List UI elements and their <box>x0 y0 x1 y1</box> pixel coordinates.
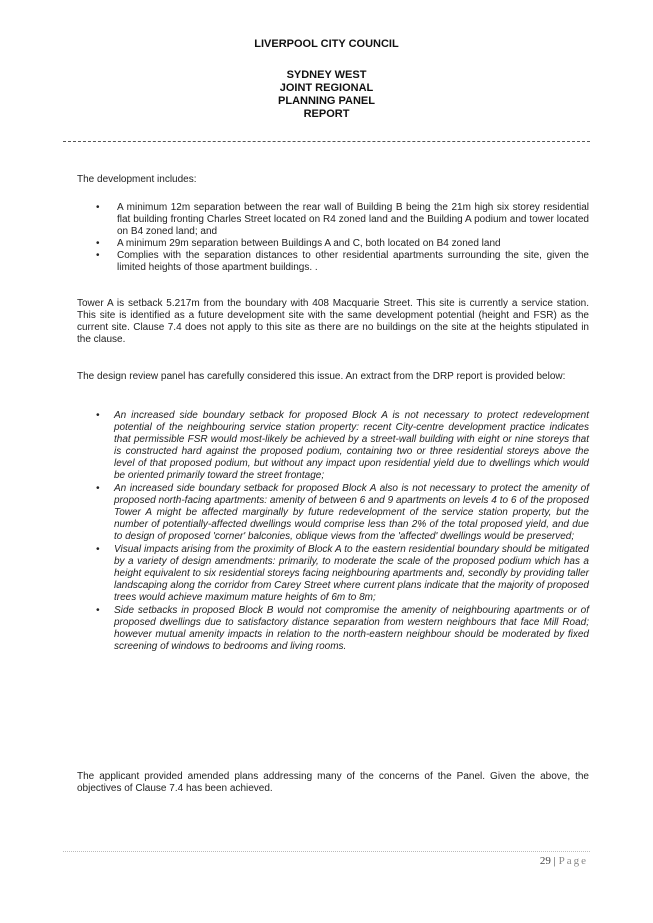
list-item-text: A minimum 12m separation between the rear wall of Building B being the 21m high six storey residential flat building fronting Charles Street located on R4 zoned land and the Building A podium and tower located on B4 zoned land; and <box>117 202 589 237</box>
list-item <box>77 250 589 274</box>
header-line-4: REPORT <box>303 108 350 120</box>
footer-separator: | <box>553 855 556 867</box>
includes-list <box>77 202 589 274</box>
header-divider <box>63 141 590 142</box>
drp-extract-list <box>77 410 589 654</box>
bullet-icon: • <box>96 410 100 421</box>
page-footer <box>540 855 588 867</box>
page-number: 29 <box>539 855 551 867</box>
list-item-text: An increased side boundary setback for proposed Block A also is not necessary to protect the amenity of proposed north-facing apartments: amenity of between 6 and 9 apartments on levels 4 to 6 of the proposed Tower A might be affected marginally by future redevelopment of the service station property, but the number of potentially-affected dwellings would comprise less than 2% of the total proposed yield, and due to design of proposed 'corner' balconies, oblique views from the 'affected' dwellings would be preserved; <box>114 483 589 542</box>
page-label: Page <box>558 855 588 867</box>
list-item-text: Complies with the separation distances to other residential apartments surrounding the site, given the limited heights of those apartment buildings. . <box>117 250 589 273</box>
bullet-icon: • <box>96 605 100 616</box>
design-review-paragraph: The design review panel has carefully considered this issue. An extract from the DRP report is provided below: <box>77 371 566 382</box>
bullet-icon: • <box>96 544 100 555</box>
list-item <box>77 544 589 604</box>
footer-divider <box>63 851 590 852</box>
list-item-text: An increased side boundary setback for proposed Block A is not necessary to protect redevelopment potential of the neighbouring service station property: recent City-centre development practice indicates that permissible FSR would most-likely be achieved by a street-wall building with eight or nine storeys that is constructed hard against the proposed podium, containing two or three residential storeys above the level of that proposed podium, but without any impact upon residential yield due to dwellings which would be oriented primarily toward the street frontage; <box>114 410 589 481</box>
bullet-icon: • <box>96 202 100 213</box>
tower-paragraph: Tower A is setback 5.217m from the boundary with 408 Macquarie Street. This site is currently a service station. This site is identified as a future development site with the same development potential (height and FSR) as the current site. Clause 7.4 does not apply to this site as there are no buildings on the site at the heights stipulated in the clause. <box>77 298 589 345</box>
header-line-2: JOINT REGIONAL <box>279 82 374 94</box>
list-item <box>77 410 589 482</box>
list-item <box>77 238 589 250</box>
list-item-text: Side setbacks in proposed Block B would not compromise the amenity of neighbouring apartments or of proposed dwellings due to satisfactory distance separation from western neighbours that face Mill Road; however mutual amenity impacts in relation to the north-eastern neighbour should be moderated by fixed screening of windows to bedrooms and living rooms. <box>114 605 589 652</box>
list-item <box>77 483 589 543</box>
header-line-3: PLANNING PANEL <box>278 95 375 107</box>
applicant-paragraph: The applicant provided amended plans addressing many of the concerns of the Panel. Given the above, the objectives of Clause 7.4 has been achieved. <box>77 771 589 794</box>
bullet-icon: • <box>96 250 100 261</box>
bullet-icon: • <box>96 238 100 249</box>
intro-paragraph: The development includes: <box>77 174 197 185</box>
header-line-1: SYDNEY WEST <box>286 69 367 81</box>
list-item-text: Visual impacts arising from the proximity of Block A to the eastern residential boundary should be mitigated by a variety of design amendments: primarily, to moderate the scale of the proposed podium which has a height equivalent to six residential storeys facing neighbouring apartments and, secondly by providing taller landscaping along the corridor from Carey Street where current plans indicate that the majority of proposed trees would achieve maximum mature heights of 6m to 8m; <box>114 544 589 603</box>
report-header <box>0 38 653 121</box>
list-item <box>77 605 589 653</box>
bullet-icon: • <box>96 483 100 494</box>
list-item-text: A minimum 29m separation between Buildings A and C, both located on B4 zoned land <box>117 238 501 249</box>
council-name: LIVERPOOL CITY COUNCIL <box>254 38 399 50</box>
list-item <box>77 202 589 238</box>
